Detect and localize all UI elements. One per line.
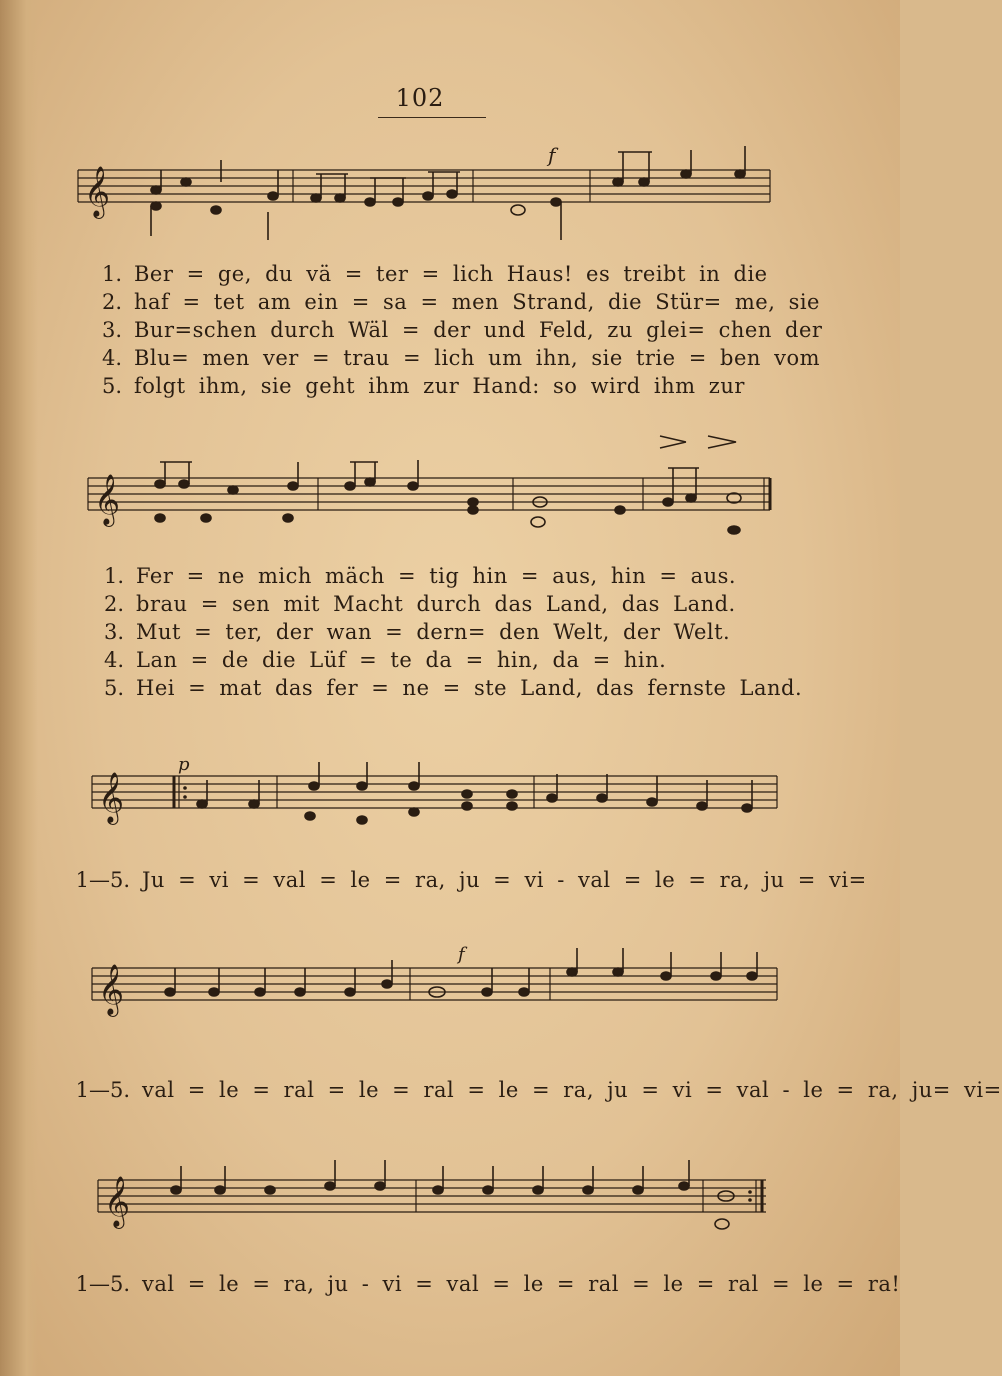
verse-number: 3.	[101, 318, 122, 342]
verse-number: 4.	[101, 346, 122, 370]
verse-number: 1—5.	[75, 1078, 130, 1102]
verse-line	[84, 592, 736, 616]
svg-text:𝄞: 𝄞	[104, 1176, 131, 1227]
lyric-text: Fer = ne mich mäch = tig hin = aus, hin = aus.	[136, 564, 737, 588]
refrain-line-2	[70, 1078, 1002, 1102]
music-staff-5	[98, 1150, 798, 1260]
lyric-text: Ber = ge, du vä = ter = lich Haus! es treibt in die	[134, 262, 768, 286]
dynamic-marking-1: f	[548, 143, 556, 167]
verse-line	[82, 262, 768, 286]
svg-text:𝄞: 𝄞	[94, 474, 121, 525]
verse-number: 5.	[103, 676, 124, 700]
page-binding-edge	[0, 0, 38, 1376]
verse-number: 1.	[101, 262, 122, 286]
refrain-line-1	[70, 868, 867, 892]
verse-line	[84, 676, 802, 700]
lyric-text: Bur=schen durch Wäl = der und Feld, zu glei= chen der	[134, 318, 823, 342]
verse-line	[82, 318, 822, 342]
page-number: 102	[395, 84, 445, 112]
refrain-line-3	[70, 1272, 900, 1296]
dynamic-marking-4: f	[458, 944, 465, 965]
verse-line	[84, 620, 730, 644]
lyric-text: Ju = vi = val = le = ra, ju = vi - val = le = ra, ju = vi=	[142, 868, 867, 892]
lyric-text: val = le = ral = le = ral = le = ra, ju = vi = val - le = ra, ju= vi=	[142, 1078, 1002, 1102]
lyric-text: Lan = de die Lüf = te da = hin, da = hin.	[136, 648, 667, 672]
music-staff-1	[78, 140, 778, 250]
lyric-text: folgt ihm, sie geht ihm zur Hand: so wird ihm zur	[134, 374, 745, 398]
verse-number: 1.	[103, 564, 124, 588]
svg-text:𝄞: 𝄞	[98, 772, 125, 823]
music-staff-3	[92, 756, 792, 866]
lyric-text: val = le = ra, ju - vi = val = le = ral = le = ral = le = ra!	[142, 1272, 901, 1296]
verse-number: 1—5.	[75, 1272, 130, 1296]
lyric-text: Mut = ter, der wan = dern= den Welt, der Welt.	[136, 620, 731, 644]
svg-text:𝄞: 𝄞	[98, 964, 125, 1015]
page-number-rule	[378, 117, 486, 118]
verse-line	[84, 564, 736, 588]
verse-number: 2.	[103, 592, 124, 616]
verse-number: 2.	[101, 290, 122, 314]
verse-number: 4.	[103, 648, 124, 672]
verse-number: 5.	[101, 374, 122, 398]
lyric-text: Blu= men ver = trau = lich um ihn, sie trie = ben vom	[134, 346, 821, 370]
music-staff-4	[92, 946, 792, 1056]
verse-line	[84, 648, 666, 672]
verse-number: 3.	[103, 620, 124, 644]
svg-text:𝄞: 𝄞	[84, 166, 111, 217]
verse-line	[82, 346, 820, 370]
music-staff-2	[88, 446, 788, 566]
verse-line	[82, 290, 820, 314]
verse-line	[82, 374, 745, 398]
lyric-text: haf = tet am ein = sa = men Strand, die Stür= me, sie	[134, 290, 820, 314]
lyric-text: brau = sen mit Macht durch das Land, das Land.	[136, 592, 736, 616]
lyric-text: Hei = mat das fer = ne = ste Land, das fernste Land.	[136, 676, 803, 700]
dynamic-marking-3: p	[178, 754, 190, 775]
verse-number: 1—5.	[75, 868, 130, 892]
